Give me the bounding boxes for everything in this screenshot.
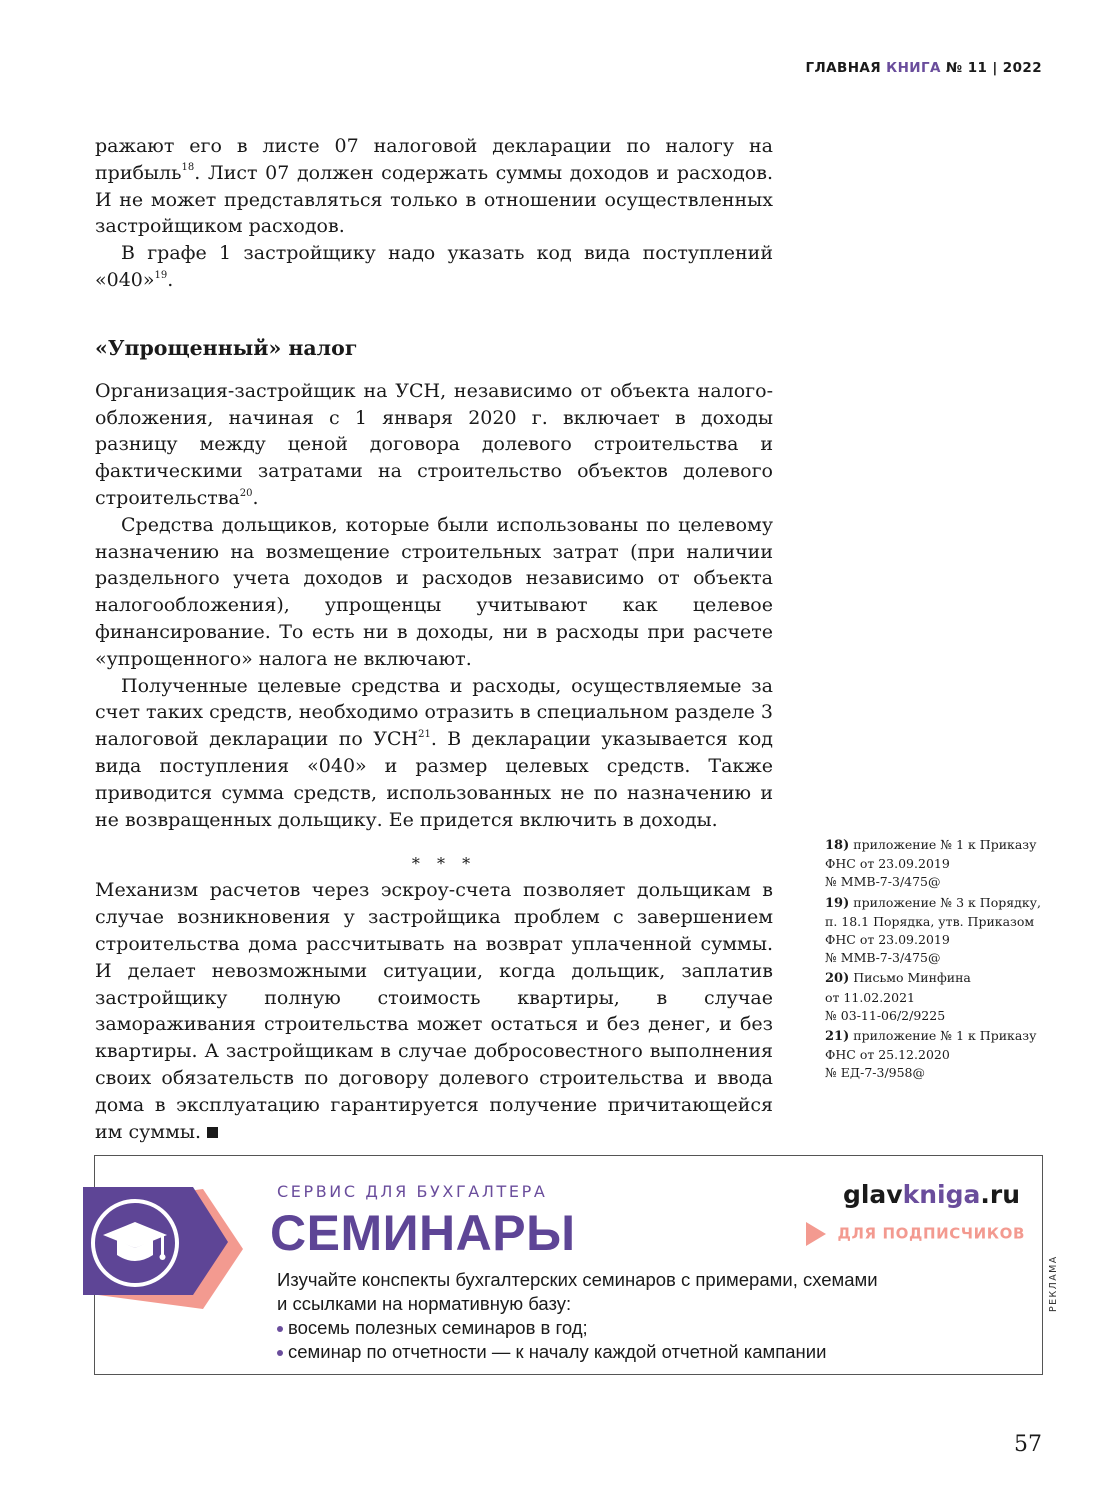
play-arrow-icon xyxy=(806,1222,826,1246)
footnote: 19) приложение № 3 к Порядку, п. 18.1 Порядка, утв. Приказом ФНС от 23.09.2019 № ММВ-7-3/475@ xyxy=(825,894,1041,966)
ad-kicker: СЕРВИС ДЛЯ БУХГАЛТЕРА xyxy=(277,1182,548,1201)
page-number: 57 xyxy=(1014,1432,1042,1457)
issue-number: № 11 | 2022 xyxy=(945,60,1042,76)
paragraph: Полученные целевые средства и расходы, осуществляемые за счет таких средств, необходимо отразить в специальном разделе 3 налоговой декларации по УСН$^{21}$. В декларации указывается код вида поступления «040» и размер целевых средств. Также приводится сумма средств, использованных не по назначению и не возвращенных дольщику. Ее придется включить в доходы. xyxy=(95,674,773,831)
paragraph: Средства дольщиков, которые были использованы по целевому назначению на возмещение строительных затрат (при наличии раздельного учета доходов и расходов независимо от объекта налогообложения), упрощенцы учитывают как целевое финансирование. То есть ни в доходы, ни в расходы при расчете «упрощенного» налога не включают. xyxy=(95,513,773,670)
advertisement-banner[interactable] xyxy=(94,1155,1043,1375)
end-of-article-mark xyxy=(207,1127,218,1138)
footnote: 18) приложение № 1 к Приказу ФНС от 23.09.2019 № ММВ-7-3/475@ xyxy=(825,837,1037,890)
running-head xyxy=(806,60,1042,76)
ad-subscribers-tag: ДЛЯ ПОДПИСЧИКОВ xyxy=(806,1222,1026,1246)
ad-website-link[interactable]: glavkniga.ru xyxy=(842,1180,1020,1209)
ad-label: РЕКЛАМА xyxy=(1048,1255,1059,1312)
section-heading: «Упрощенный» налог xyxy=(95,335,358,360)
graduation-cap-icon xyxy=(83,1187,243,1311)
journal-name-part1: ГЛАВНАЯ xyxy=(805,60,882,76)
footnote-ref: 21 xyxy=(418,728,431,740)
footnote-ref: 19 xyxy=(154,269,168,281)
footnotes xyxy=(825,836,1050,1085)
bullet-icon xyxy=(277,1350,283,1356)
paragraph: Организация-застройщик на УСН, независимо от объекта налогообложения, начиная с 1 января 2020 г. включает в доходы разницу между ценой договора долевого строительства и фактическими затратами на строительство объектов долевого строительства$^{20}$. xyxy=(95,379,773,509)
footnote: 21) приложение № 1 к Приказу ФНС от 25.12.2020 № ЕД-7-3/958@ xyxy=(825,1028,1037,1081)
journal-name-part2: КНИГА xyxy=(886,60,941,76)
paragraph: ражают его в листе 07 налоговой декларации по налогу на прибыль$^{18}$. Лист 07 должен содержать суммы доходов и расходов. И не может представляться только в отношении осуществленных застройщиком расходов. xyxy=(95,135,773,238)
footnote: 20) Письмо Минфина от 11.02.2021 № 03-11-06/2/9225 xyxy=(825,970,971,1023)
article-body xyxy=(95,133,773,1145)
footnote-ref: 18 xyxy=(181,162,195,174)
ad-bullet: восемь полезных семинаров в год; xyxy=(277,1316,1017,1340)
bullet-icon xyxy=(277,1326,283,1332)
paragraph: Механизм расчетов через эскроу-счета позволяет дольщикам в случае возникновения у застройщика проблем с завершением строительства дома рассчитывать на возврат уплаченной суммы. И делает невозможными ситуации, когда дольщик, заплатив застройщику полную стоимость квартиры, в случае замораживания строительства может остаться и без денег, и без квартиры. А застройщикам в случае добросовестного выполнения своих обязательств по договору долевого строительства и ввода дома в эксплуатацию гарантируется получение причитающейся им суммы. xyxy=(95,879,773,1143)
footnote-ref: 20 xyxy=(239,487,253,499)
ad-description: Изучайте конспекты бухгалтерских семинаров с примерами, схемами и ссылками на нормативную базу: восемь полезных семинаров в год; семинар по отчетности — к началу каждой отчетной кампании xyxy=(277,1268,1017,1364)
section-separator: * * * xyxy=(411,854,477,874)
ad-title: СЕМИНАРЫ xyxy=(270,1205,576,1261)
paragraph: В графе 1 застройщику надо указать код вида поступлений «040»$^{19}$. xyxy=(95,242,773,291)
ad-bullet: семинар по отчетности — к началу каждой отчетной кампании xyxy=(277,1340,1017,1364)
